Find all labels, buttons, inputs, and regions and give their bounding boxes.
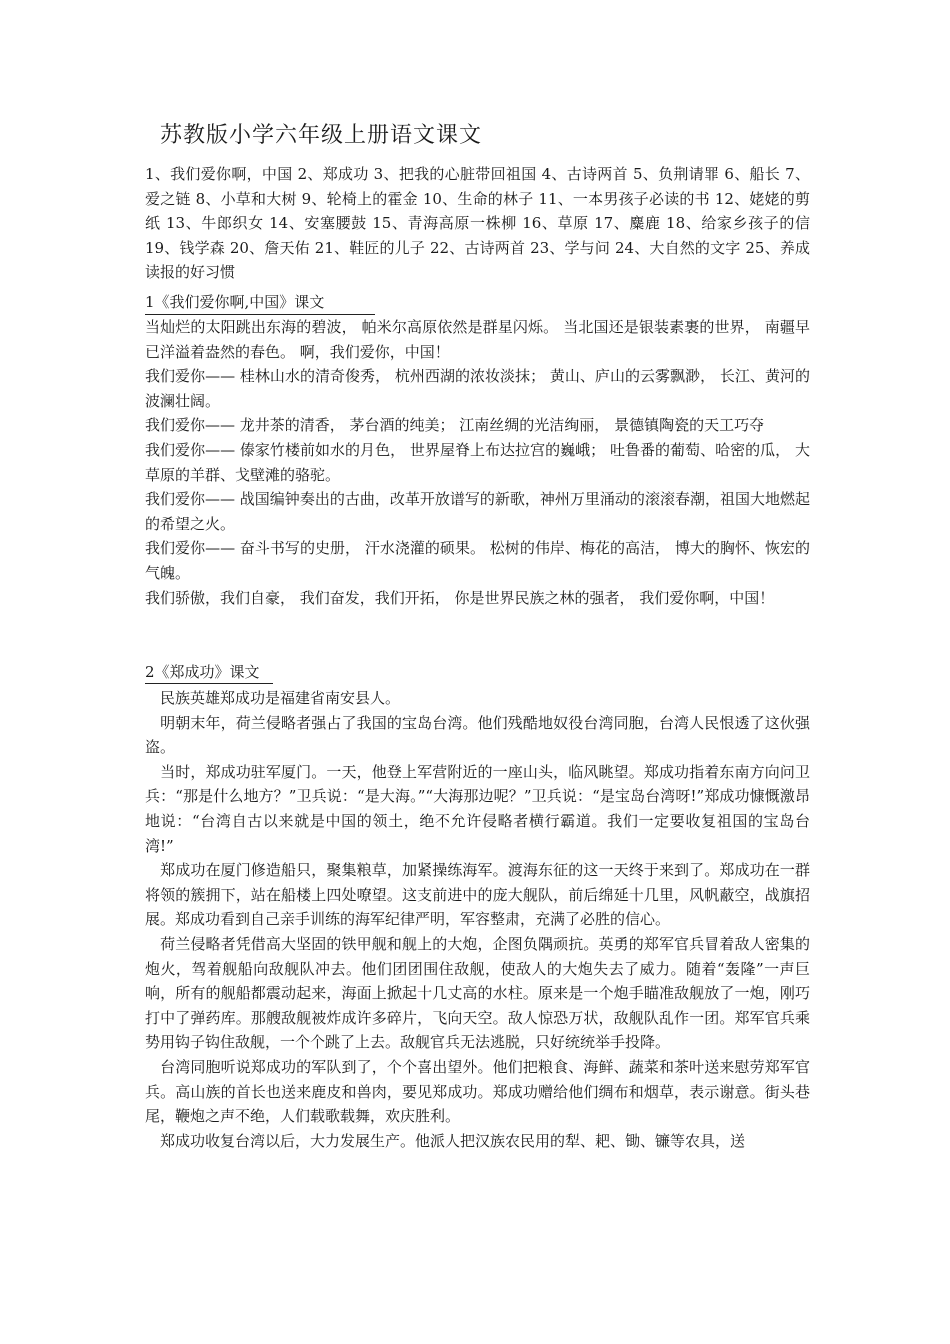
section1-paragraph: 我们爱你—— 龙井茶的清香， 茅台酒的纯美； 江南丝绸的光洁绚丽， 景德镇陶瓷的天工巧夺 [145,416,765,435]
section2-heading-underline [145,683,273,684]
section1-paragraph: 当灿烂的太阳跳出东海的碧波， 帕米尔高原依然是群星闪烁。 当北国还是银装素裹的世界， 南疆早已洋溢着盎然的春色。 啊，我们爱你，中国！ [145,318,810,361]
toc-text: 1、我们爱你啊，中国 2、郑成功 3、把我的心脏带回祖国 4、古诗两首 5、负荆请罪 6、船长 7、爱之链 8、小草和大树 9、轮椅上的霍金 10、生命的林子 11、一本男孩子必读的书 12、姥姥的剪纸 13、牛郎织女 14、安塞腰鼓 15、青海高原一株柳 16、草原 17、麋鹿 18、给家乡孩子的信 19、钱学森 20、詹天佑 21、鞋匠的儿子 22、古诗两首 23、学与问 24、大自然的文字 25、养成读报的好习惯 [145,165,810,282]
section1-heading: 1《我们爱你啊,中国》课文 [145,293,325,311]
section1-paragraph: 我们爱你—— 傣家竹楼前如水的月色， 世界屋脊上布达拉宫的巍峨； 吐鲁番的葡萄、哈密的瓜， 大草原的羊群、戈壁滩的骆驼。 [145,440,810,484]
section2-paragraph: 台湾同胞听说郑成功的军队到了，个个喜出望外。他们把粮食、海鲜、蔬菜和茶叶送来慰劳郑军官兵。高山族的首长也送来鹿皮和兽肉，要见郑成功。郑成功赠给他们绸布和烟草，表示谢意。街头巷尾，鞭炮之声不绝，人们载歌载舞，欢庆胜利。 [145,1057,810,1126]
section2-body [145,686,810,1153]
section1-paragraph: 我们骄傲，我们自豪， 我们奋发，我们开拓， 你是世界民族之林的强者， 我们爱你啊，中国！ [145,588,775,607]
section2-heading: 2《郑成功》课文 [145,663,260,681]
section2-paragraph: 民族英雄郑成功是福建省南安县人。 [145,689,401,707]
section2-paragraph: 荷兰侵略者凭借高大坚固的铁甲舰和舰上的大炮，企图负隅顽抗。英勇的郑军官兵冒着敌人密集的炮火，驾着舰船向敌舰队冲去。他们团团围住敌舰，使敌人的大炮失去了威力。随着“轰隆”一声巨响，所有的舰船都震动起来，海面上掀起十几丈高的水柱。原来是一个炮手瞄准敌舰放了一炮，刚巧打中了弹药库。那艘敌舰被炸成许多碎片，飞向天空。敌人惊恐万状，敌舰队乱作一团。郑军官兵乘势用钩子钩住敌舰，一个个跳了上去。敌舰官兵无法逃脱，只好统统举手投降。 [145,934,810,1052]
document-title: 苏教版小学六年级上册语文课文 [160,123,483,148]
section2-paragraph: 当时，郑成功驻军厦门。一天，他登上军营附近的一座山头，临风眺望。郑成功指着东南方向问卫兵：“那是什么地方？”卫兵说：“是大海。”“大海那边呢？”卫兵说：“是宝岛台湾呀!”郑成功慷慨激昂地说：“台湾自古以来就是中国的领土，绝不允许侵略者横行霸道。我们一定要收复祖国的宝岛台湾!” [145,762,810,855]
section2-paragraph: 明朝末年，荷兰侵略者强占了我国的宝岛台湾。他们残酷地奴役台湾同胞，台湾人民恨透了这伙强盗。 [145,713,810,757]
section1-paragraph: 我们爱你—— 桂林山水的清奇俊秀， 杭州西湖的浓妆淡抹； 黄山、庐山的云雾飘渺， 长江、黄河的波澜壮阔。 [145,367,810,410]
section1-paragraph: 我们爱你—— 奋斗书写的史册， 汗水浇灌的硕果。 松树的伟岸、梅花的高洁， 博大的胸怀、恢宏的气魄。 [145,539,810,582]
section1-paragraph: 我们爱你—— 战国编钟奏出的古曲，改革开放谱写的新歌，神州万里涌动的滚滚春潮，祖国大地燃起的希望之火。 [145,490,810,533]
section2-paragraph: 郑成功在厦门修造船只，聚集粮草，加紧操练海军。渡海东征的这一天终于来到了。郑成功在一群将领的簇拥下，站在船楼上四处嘹望。这支前进中的庞大舰队，前后绵延十几里，风帆蔽空，战旗招展。郑成功看到自己亲手训练的海军纪律严明，军容整肃，充满了必胜的信心。 [145,861,810,929]
section1-body [145,315,810,610]
table-of-contents [145,162,810,285]
section2-paragraph: 郑成功收复台湾以后，大力发展生产。他派人把汉族农民用的犁、耙、锄、镰等农具，送 [145,1131,746,1150]
